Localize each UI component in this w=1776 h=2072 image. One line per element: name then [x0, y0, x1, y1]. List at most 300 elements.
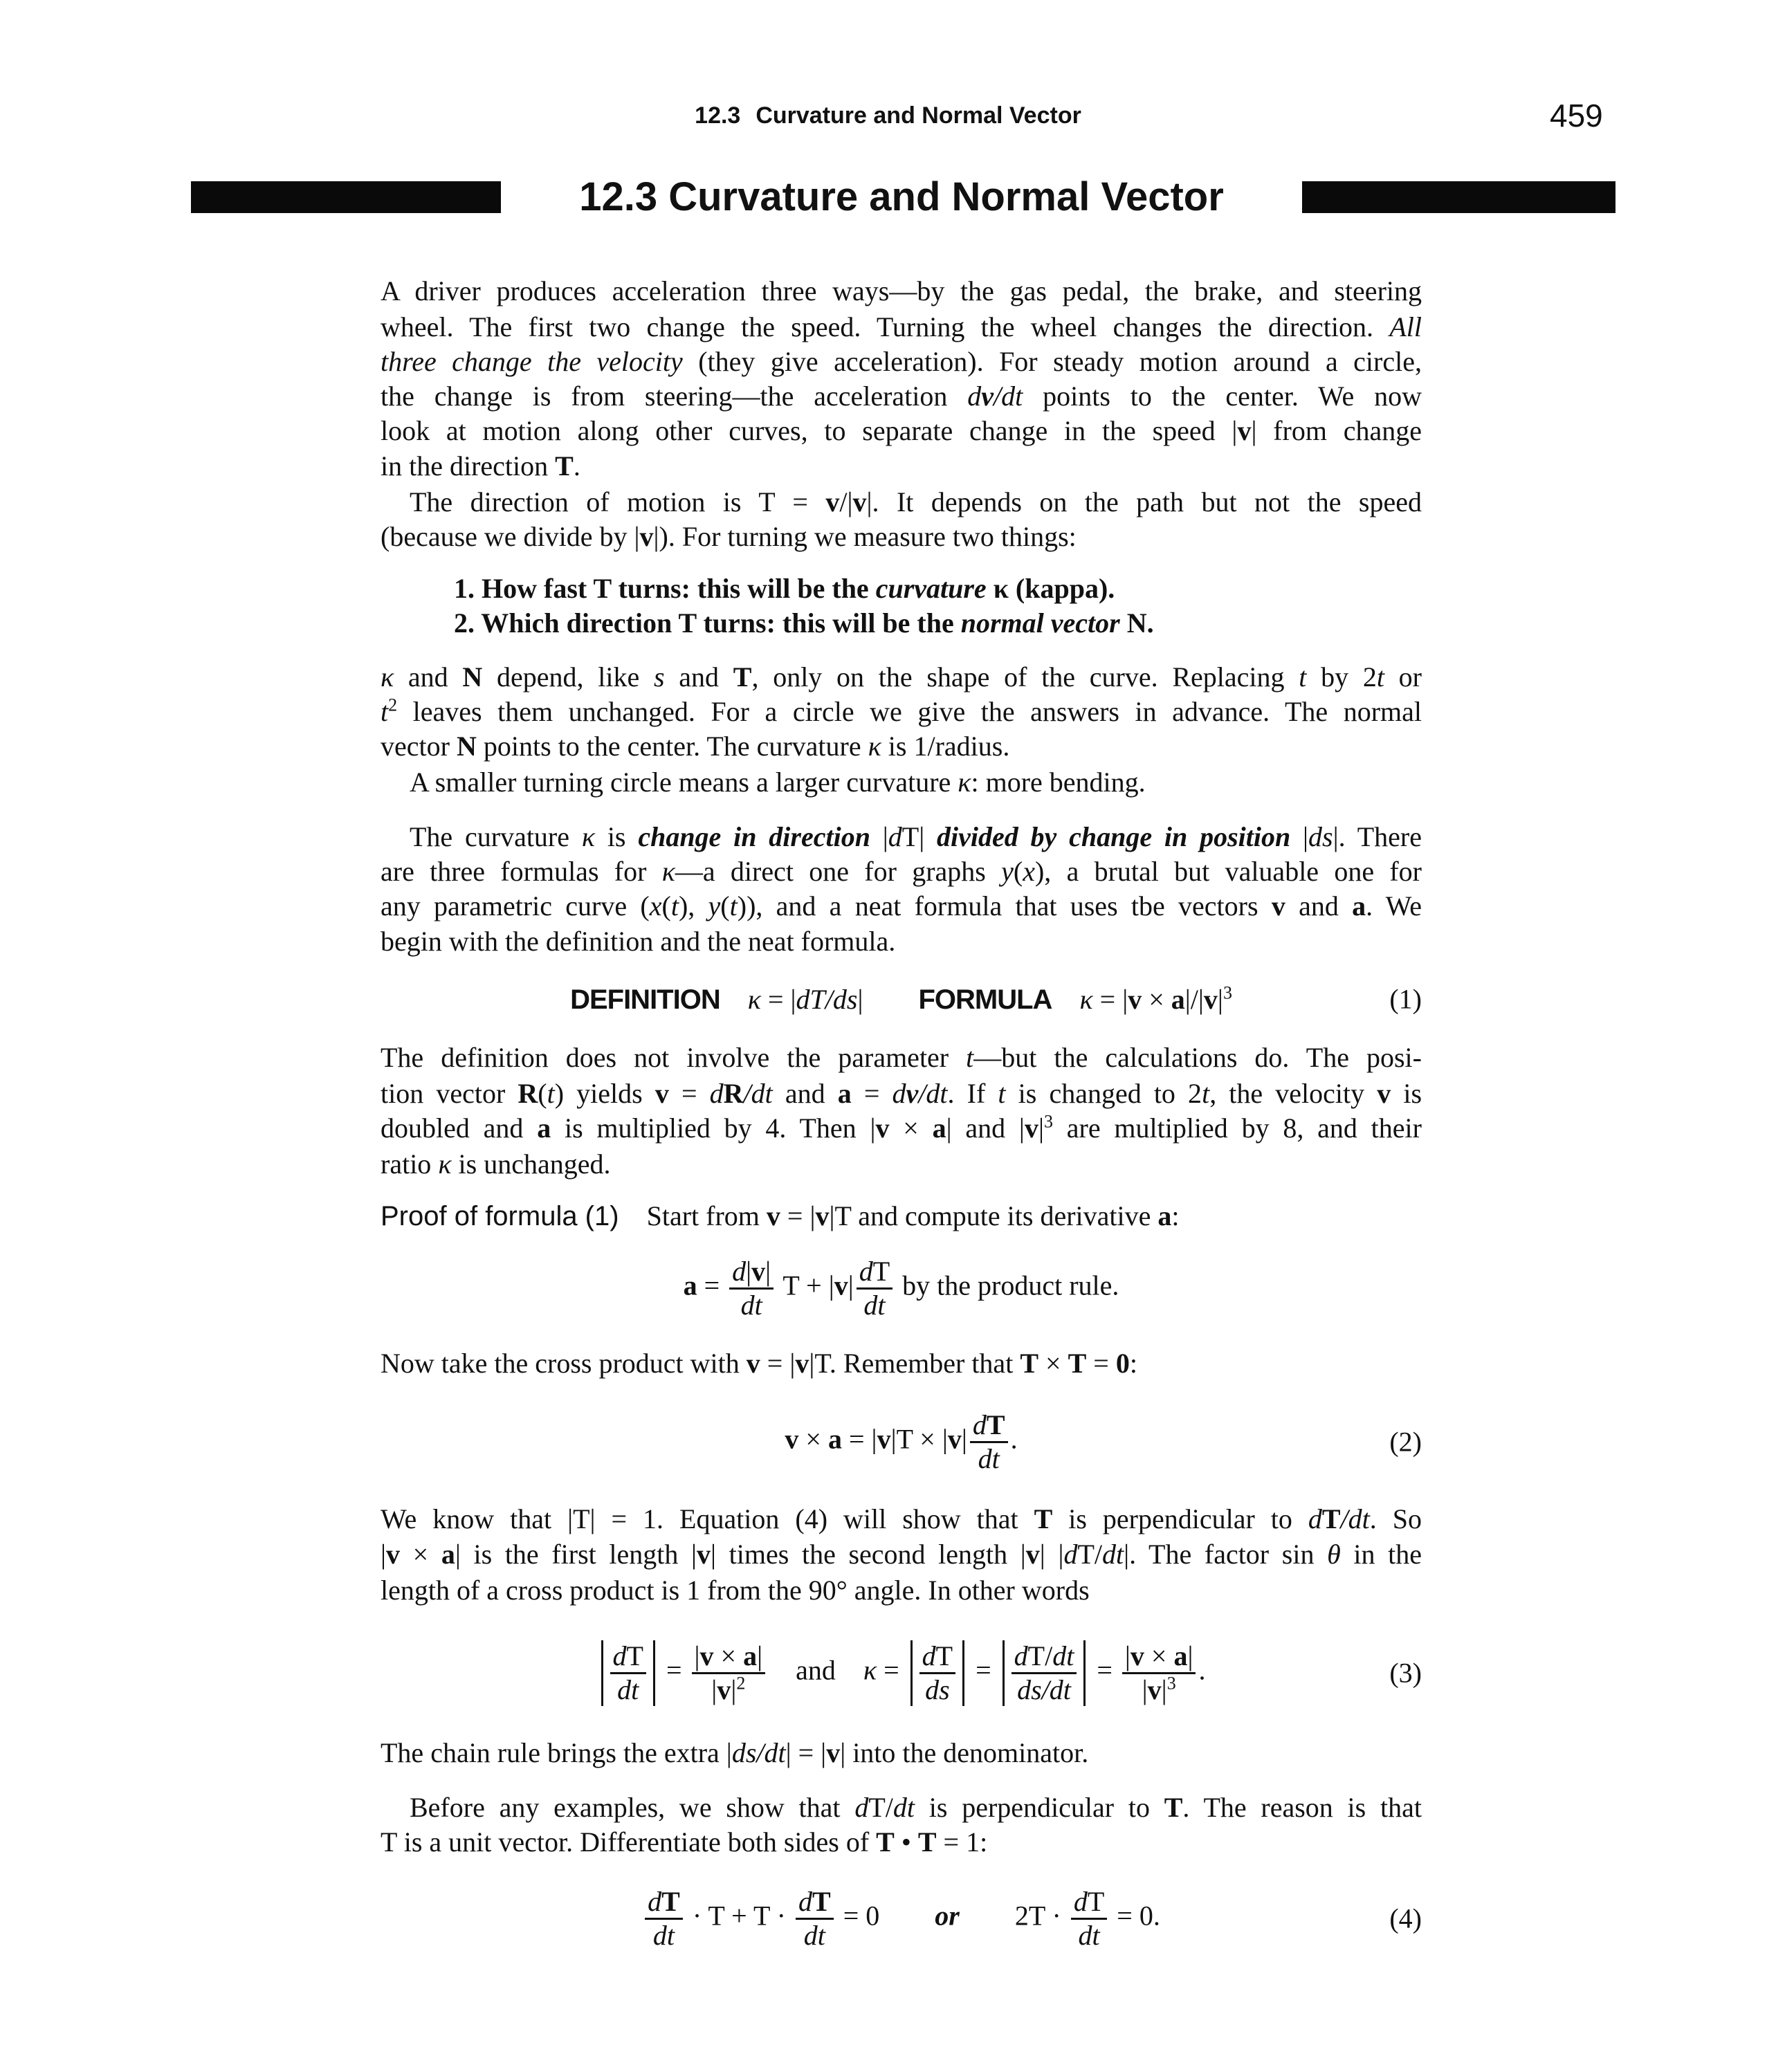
- paragraph-line: [381, 1111, 1422, 1146]
- paragraph-line: [381, 889, 1422, 924]
- styled-text-run: d: [798, 1885, 812, 1917]
- page-number: 459: [1550, 98, 1603, 134]
- text-run: =: [697, 1269, 727, 1301]
- text-run: doubled and: [381, 1112, 538, 1144]
- styled-text-run: T: [1321, 1503, 1341, 1534]
- styled-text-run: a: [1157, 1200, 1172, 1231]
- fraction-numerator: [610, 1640, 646, 1674]
- text-run: = 0: [836, 1900, 880, 1932]
- text-run: A driver produces acceleration three ways—by the gas pedal, the brake, and steering: [381, 275, 1422, 306]
- text-run: points to the center. We now: [1023, 381, 1422, 412]
- paragraph-line: [381, 1736, 1422, 1770]
- text-run: = |: [760, 1348, 796, 1379]
- text-run: by 2: [1306, 661, 1377, 693]
- styled-text-run: v: [1377, 1078, 1391, 1109]
- text-run: T + |: [776, 1269, 834, 1301]
- styled-text-run: v: [746, 1348, 760, 1379]
- text-run: (they give acceleration). For steady motion around a circle,: [682, 346, 1422, 377]
- styled-text-run: d: [972, 1409, 987, 1440]
- text-run: is: [595, 821, 639, 852]
- paragraph-line: [381, 310, 1422, 345]
- fraction-numerator: [970, 1409, 1008, 1443]
- styled-text-run: change in direction: [638, 821, 870, 852]
- text-run: ratio: [381, 1148, 439, 1180]
- text-run: | into the denominator.: [840, 1737, 1089, 1768]
- styled-text-run: All: [1389, 311, 1422, 342]
- styled-text-run: d: [1308, 1503, 1322, 1534]
- paragraph-line: [381, 1502, 1422, 1537]
- text-run: ×: [1038, 1348, 1068, 1379]
- equation-number: (4): [1389, 1903, 1422, 1934]
- text-run: ),: [678, 890, 708, 922]
- styled-text-run: t: [966, 1042, 974, 1073]
- display-equation: [381, 1247, 1422, 1330]
- section-title: 12.3 Curvature and Normal Vector: [579, 174, 1224, 219]
- text-run: leaves them unchanged. For a circle we give the answers in advance. The normal: [397, 696, 1422, 727]
- fraction-denominator: [857, 1290, 892, 1321]
- text-run: (: [661, 890, 671, 922]
- text-run: |). For turning we measure two things:: [653, 521, 1077, 552]
- text-run: T|: [901, 821, 937, 852]
- styled-text-run: N: [456, 731, 477, 762]
- text-run: . We: [1366, 890, 1422, 922]
- fraction-numerator: [692, 1640, 766, 1674]
- styled-text-run: d: [854, 1792, 869, 1823]
- styled-text-run: N: [462, 661, 483, 693]
- styled-text-run: v: [699, 1640, 714, 1671]
- styled-text-run: a: [441, 1539, 455, 1570]
- fraction: [645, 1886, 683, 1952]
- fraction: [729, 1256, 773, 1321]
- text-run: T is a unit vector. Differentiate both sides of: [381, 1826, 877, 1858]
- styled-text-run: dt: [863, 1289, 886, 1321]
- list-item: [381, 571, 1422, 606]
- styled-text-run: v: [386, 1539, 401, 1570]
- styled-text-run: d: [709, 1078, 724, 1109]
- text-run: | is the first length |: [455, 1539, 697, 1570]
- styled-text-run: d: [612, 1640, 627, 1671]
- styled-text-run: t: [1202, 1078, 1210, 1109]
- styled-text-run: a: [683, 1269, 697, 1301]
- styled-text-run: v: [877, 1423, 891, 1455]
- text-run: .: [1010, 1423, 1018, 1455]
- styled-text-run: T: [1034, 1503, 1053, 1534]
- styled-text-run: dt: [1102, 1539, 1124, 1570]
- styled-text-run: d: [1063, 1539, 1078, 1570]
- running-head: [0, 102, 1776, 129]
- styled-text-run: d: [892, 1078, 906, 1109]
- styled-text-run: dT/ds: [796, 983, 858, 1015]
- styled-text-run: v: [815, 1200, 830, 1231]
- styled-text-run: ds: [1308, 821, 1333, 852]
- text-run: |: [757, 1640, 763, 1671]
- list-item: [381, 606, 1422, 641]
- fraction-numerator: [645, 1886, 683, 1920]
- text-run: | from change: [1251, 415, 1422, 446]
- equation-number: (3): [1389, 1657, 1422, 1689]
- styled-text-run: v: [1147, 1674, 1162, 1705]
- text-run: . So: [1369, 1503, 1422, 1534]
- styled-text-run: v: [1271, 890, 1285, 922]
- text-run: vector: [381, 731, 457, 762]
- styled-text-run: ds/dt: [1017, 1674, 1071, 1705]
- text-run: points to the center. The curvature: [476, 731, 868, 762]
- styled-text-run: v: [1025, 1539, 1040, 1570]
- paragraph-line: [381, 765, 1422, 800]
- styled-text-run: v: [1130, 1640, 1144, 1671]
- text-run: |: [381, 1539, 387, 1570]
- fraction-numerator: [1122, 1640, 1196, 1674]
- text-run: = 1:: [936, 1826, 988, 1858]
- text-run: (: [720, 890, 730, 922]
- styled-text-run: dt: [652, 1919, 675, 1951]
- text-run: is 1/radius.: [881, 731, 1010, 762]
- text-run: |: [711, 1674, 717, 1705]
- styled-text-run: κ: [958, 767, 971, 798]
- styled-text-run: v: [717, 1674, 731, 1705]
- text-run: length of a cross product is 1 from the 90° angle. In other words: [381, 1575, 1090, 1606]
- text-run: , only on the shape of the curve. Replacing: [751, 661, 1299, 693]
- text-run: =: [659, 1654, 689, 1686]
- paragraph-line: [381, 1076, 1422, 1111]
- styled-text-run: 3: [1043, 1111, 1053, 1132]
- styled-text-run: three change the velocity: [381, 346, 683, 377]
- text-run: ×: [889, 1112, 933, 1144]
- text-run: = |: [760, 983, 796, 1015]
- fraction: [857, 1256, 892, 1321]
- styled-text-run: x: [1023, 856, 1035, 887]
- paragraph-line: [381, 660, 1422, 695]
- equation-label: DEFINITION: [570, 984, 720, 1015]
- text-run: —a direct one for graphs: [675, 856, 1002, 887]
- styled-text-run: v: [751, 1255, 766, 1287]
- title-bar-left: [191, 181, 501, 213]
- text-run: . The reason is that: [1182, 1792, 1422, 1823]
- styled-text-run: v: [1237, 415, 1252, 446]
- styled-text-run: dt: [617, 1674, 639, 1705]
- paragraph-line: [381, 449, 1422, 484]
- fraction-numerator: [919, 1640, 955, 1674]
- styled-text-run: a: [1352, 890, 1366, 922]
- text-run: |: [848, 1269, 854, 1301]
- text-run: .: [1198, 1654, 1206, 1686]
- text-run: The chain rule brings the extra |: [381, 1737, 732, 1768]
- display-equation: [381, 1631, 1422, 1714]
- text-run: 2. Which direction T turns: this will be the: [454, 607, 961, 639]
- styled-text-run: T: [1164, 1792, 1183, 1823]
- styled-text-run: v: [834, 1269, 848, 1301]
- text-run: ×: [1142, 983, 1171, 1015]
- text-run: in the direction: [381, 450, 556, 482]
- styled-text-run: 2: [388, 695, 398, 715]
- styled-text-run: 3: [1166, 1673, 1176, 1694]
- text-run: is perpendicular to: [914, 1792, 1164, 1823]
- paragraph-line: [381, 379, 1422, 414]
- paragraph-line: [381, 1537, 1422, 1572]
- text-run: and: [796, 1654, 836, 1686]
- text-run: (because we divide by |: [381, 521, 640, 552]
- equation-body: [642, 1886, 1160, 1952]
- text-run: T/: [1027, 1640, 1053, 1671]
- fraction-denominator: [970, 1443, 1008, 1475]
- text-run: | = |: [785, 1737, 827, 1768]
- text-run: ×: [713, 1640, 744, 1671]
- text-run: : more bending.: [971, 767, 1146, 798]
- fraction-numerator: [1071, 1886, 1107, 1920]
- styled-text-run: d: [922, 1640, 936, 1671]
- text-run: = 0.: [1110, 1900, 1160, 1932]
- paragraph-line: [381, 274, 1422, 309]
- styled-text-run: y: [1001, 856, 1014, 887]
- text-run: :: [1129, 1348, 1137, 1379]
- fraction: [692, 1640, 766, 1706]
- styled-text-run: v: [875, 1112, 890, 1144]
- text-run: |: [961, 1423, 967, 1455]
- text-run: We know that |T| = 1. Equation (4) will show that: [381, 1503, 1034, 1534]
- fraction: [1011, 1640, 1077, 1706]
- paragraph-line: [381, 695, 1422, 729]
- styled-text-run: v: [697, 1539, 711, 1570]
- text-run: T/: [868, 1792, 893, 1823]
- styled-text-run: or: [935, 1900, 960, 1932]
- styled-text-run: y: [708, 890, 721, 922]
- text-run: the change is from steering—the acceleration: [381, 381, 968, 412]
- text-run: .: [573, 450, 580, 482]
- text-run: |/|: [1184, 983, 1204, 1015]
- styled-text-run: ds: [925, 1674, 950, 1705]
- text-run: are three formulas for: [381, 856, 662, 887]
- styled-text-run: v: [852, 486, 867, 517]
- equation-body: [570, 983, 1232, 1016]
- text-run: | and |: [946, 1112, 1025, 1144]
- text-run: = |: [1092, 983, 1128, 1015]
- text-run: is multiplied by 4. Then |: [551, 1112, 876, 1144]
- paragraph-line: [381, 1790, 1422, 1825]
- text-run: is changed to 2: [1005, 1078, 1202, 1109]
- text-run: (: [1013, 856, 1023, 887]
- styled-text-run: d: [1073, 1885, 1088, 1917]
- paragraph-line: [381, 1346, 1422, 1381]
- styled-text-run: /dt: [1340, 1503, 1370, 1534]
- styled-text-run: a: [743, 1640, 758, 1671]
- paragraph-line: [381, 414, 1422, 448]
- running-head-section-title: Curvature and Normal Vector: [756, 102, 1081, 129]
- styled-text-run: t: [381, 696, 389, 727]
- text-run: The direction of motion is T =: [410, 486, 826, 517]
- text-run: |: [1187, 1640, 1193, 1671]
- text-run: . If: [947, 1078, 998, 1109]
- styled-text-run: v: [766, 1200, 780, 1231]
- text-run: |: [857, 983, 863, 1015]
- styled-text-run: T: [812, 1885, 831, 1917]
- styled-text-run: x: [649, 890, 662, 922]
- styled-text-run: R: [518, 1078, 538, 1109]
- fraction: [1122, 1640, 1196, 1706]
- text-run: •: [894, 1826, 918, 1858]
- text-run: by the product rule.: [895, 1269, 1119, 1301]
- styled-text-run: a: [1173, 1640, 1188, 1671]
- fraction-denominator: [796, 1920, 834, 1952]
- paragraph-line: [381, 820, 1422, 854]
- paragraph-line: [381, 345, 1422, 379]
- styled-text-run: θ: [1327, 1539, 1341, 1570]
- fraction-denominator: [645, 1920, 683, 1952]
- text-run: (: [538, 1078, 547, 1109]
- running-head-section-number: 12.3: [695, 102, 741, 129]
- text-run: Now take the cross product with: [381, 1348, 747, 1379]
- fraction-denominator: [692, 1674, 766, 1706]
- fraction-denominator: [919, 1674, 955, 1706]
- display-equation: [381, 1877, 1422, 1960]
- styled-text-run: v: [947, 1423, 962, 1455]
- title-bar-right: [1302, 181, 1615, 213]
- styled-text-run: dt: [1052, 1640, 1074, 1671]
- fraction-denominator: [1071, 1920, 1107, 1952]
- equation-number: (2): [1389, 1426, 1422, 1458]
- styled-text-run: κ: [438, 1148, 452, 1180]
- text-run: |: [1290, 821, 1309, 852]
- text-run: |T × |: [890, 1423, 948, 1455]
- fraction: [970, 1409, 1008, 1475]
- styled-text-run: a: [537, 1112, 551, 1144]
- styled-text-run: divided by change in position: [937, 821, 1291, 852]
- equation-label: FORMULA: [918, 984, 1052, 1015]
- styled-text-run: ds/dt: [731, 1737, 786, 1768]
- paragraph-line: [381, 1825, 1422, 1860]
- text-run: |: [870, 821, 888, 852]
- styled-text-run: v: [906, 1078, 919, 1109]
- paragraph-line: [381, 1199, 1422, 1234]
- text-run: T/: [1077, 1539, 1102, 1570]
- text-run: /|: [839, 486, 853, 517]
- fraction: [796, 1886, 834, 1952]
- text-run: )), and a neat formula that uses tbe vectors: [737, 890, 1272, 922]
- fraction-denominator: [1122, 1674, 1196, 1706]
- text-run: is unchanged.: [451, 1148, 611, 1180]
- fraction-denominator: [610, 1674, 646, 1706]
- styled-text-run: a: [837, 1078, 852, 1109]
- fraction-numerator: [729, 1256, 773, 1290]
- text-run: = |: [841, 1423, 877, 1455]
- styled-text-run: /dt: [918, 1078, 948, 1109]
- text-run: =: [851, 1078, 892, 1109]
- text-run: = |: [780, 1200, 816, 1231]
- styled-text-run: normal vector: [960, 607, 1120, 639]
- fraction-denominator: [729, 1290, 773, 1321]
- text-run: depend, like: [482, 661, 654, 693]
- styled-text-run: κ: [863, 1654, 877, 1686]
- styled-text-run: dt: [803, 1919, 825, 1951]
- text-run: and: [1285, 890, 1353, 922]
- text-run: · T + T ·: [685, 1900, 793, 1932]
- text-run: , the velocity: [1209, 1078, 1377, 1109]
- fraction: [1071, 1886, 1107, 1952]
- styled-text-run: T: [661, 1885, 680, 1917]
- styled-text-run: dt: [1078, 1919, 1100, 1951]
- styled-text-run: t: [729, 890, 738, 922]
- text-run: κ (kappa).: [986, 573, 1115, 604]
- text-run: |. There: [1333, 821, 1422, 852]
- styled-text-run: κ: [747, 983, 761, 1015]
- text-run: look at motion along other curves, to separate change in the speed |: [381, 415, 1238, 446]
- text-run: =: [877, 1654, 906, 1686]
- text-run: |: [694, 1640, 700, 1671]
- text-run: |. The factor sin: [1124, 1539, 1328, 1570]
- styled-text-run: 2: [736, 1673, 746, 1694]
- text-run: |T and compute its derivative: [829, 1200, 1158, 1231]
- text-run: wheel. The first two change the speed. Turning the wheel changes the direction.: [381, 311, 1390, 342]
- text-run: tion vector: [381, 1078, 518, 1109]
- absolute-value: [1003, 1640, 1086, 1706]
- styled-text-run: T: [555, 450, 574, 482]
- text-run: |: [765, 1255, 771, 1287]
- styled-text-run: Proof of formula (1): [381, 1201, 619, 1231]
- equation-body: [785, 1409, 1017, 1475]
- text-run: is: [1391, 1078, 1422, 1109]
- styled-text-run: t: [670, 890, 679, 922]
- text-run: or: [1384, 661, 1422, 693]
- styled-text-run: d: [1014, 1640, 1028, 1671]
- text-run: 2T ·: [1014, 1900, 1068, 1932]
- text-run: any parametric curve (: [381, 890, 650, 922]
- display-equation: [381, 957, 1422, 1040]
- text-run: —but the calculations do. The posi-: [973, 1042, 1422, 1073]
- styled-text-run: dt: [740, 1289, 762, 1321]
- text-run: Start from: [646, 1200, 767, 1231]
- text-run: :: [1171, 1200, 1180, 1231]
- styled-text-run: t: [998, 1078, 1006, 1109]
- styled-text-run: v: [826, 1737, 841, 1768]
- styled-text-run: T: [1020, 1348, 1038, 1379]
- styled-text-run: d: [732, 1255, 747, 1287]
- text-run: T: [872, 1255, 890, 1287]
- text-run: |: [746, 1255, 752, 1287]
- fraction-numerator: [1011, 1640, 1077, 1674]
- text-run: |T. Remember that: [809, 1348, 1020, 1379]
- text-run: in the: [1340, 1539, 1422, 1570]
- styled-text-run: t: [1376, 661, 1384, 693]
- text-run: T: [626, 1640, 643, 1671]
- fraction: [919, 1640, 955, 1706]
- absolute-value: [910, 1640, 964, 1706]
- text-run: |: [1217, 983, 1223, 1015]
- text-run: ), a brutal but valuable one for: [1034, 856, 1422, 887]
- styled-text-run: κ: [381, 661, 394, 693]
- text-run: |: [1038, 1112, 1044, 1144]
- text-run: =: [668, 1078, 710, 1109]
- styled-text-run: κ: [581, 821, 596, 852]
- text-run: and: [772, 1078, 838, 1109]
- paragraph-line: [381, 1040, 1422, 1075]
- text-run: |. It depends on the path but not the speed: [866, 486, 1422, 517]
- styled-text-run: κ: [868, 731, 881, 762]
- paragraph-line: [381, 1573, 1422, 1608]
- text-run: |: [731, 1674, 737, 1705]
- styled-text-run: T: [986, 1409, 1005, 1440]
- equation-body: [684, 1256, 1119, 1321]
- text-run: Before any examples, we show that: [410, 1792, 855, 1823]
- styled-text-run: v: [825, 486, 840, 517]
- text-run: begin with the definition and the neat formula.: [381, 926, 896, 957]
- fraction-numerator: [796, 1886, 834, 1920]
- paragraph-line: [381, 485, 1422, 520]
- styled-text-run: s: [653, 661, 665, 693]
- text-run: is perpendicular to: [1052, 1503, 1308, 1534]
- styled-text-run: a: [827, 1423, 842, 1455]
- styled-text-run: d: [888, 821, 902, 852]
- styled-text-run: dt: [978, 1442, 1000, 1474]
- text-run: |: [1161, 1674, 1167, 1705]
